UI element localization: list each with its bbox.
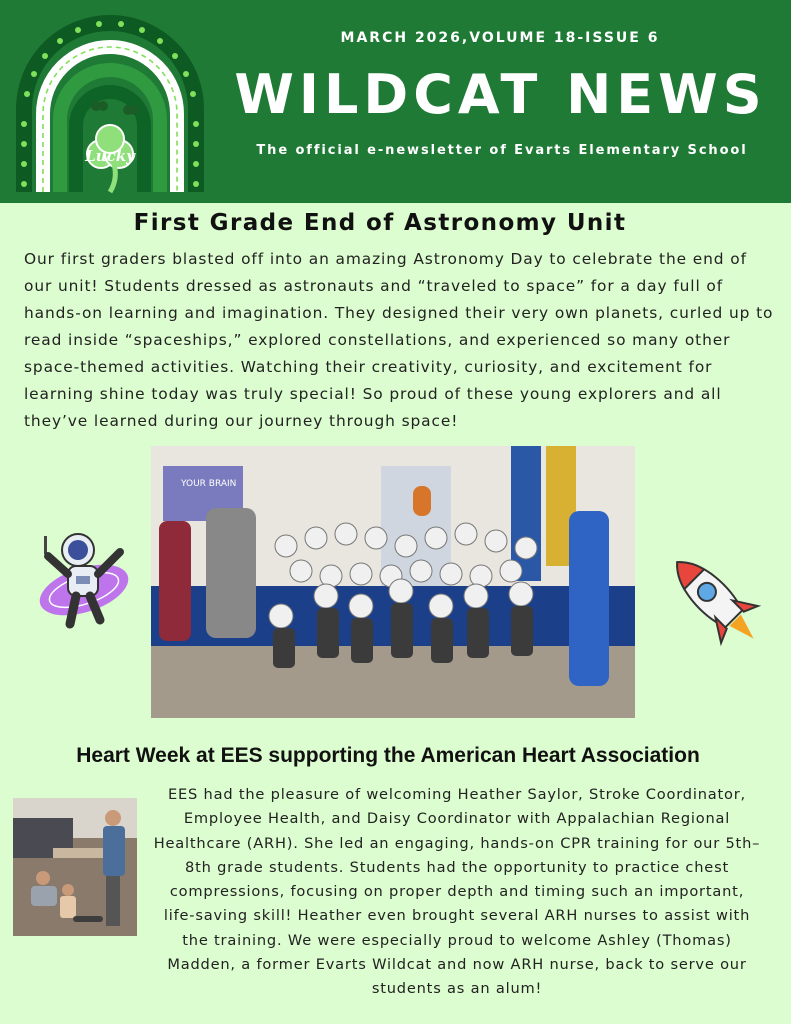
section-astronomy-heading: First Grade End of Astronomy Unit [133, 210, 627, 236]
lucky-badge-text: Lucky [85, 147, 135, 165]
rocket-icon [660, 543, 768, 655]
newsletter-tagline: The official e-newsletter of Evarts Elementary School [256, 143, 748, 158]
astronomy-class-photo [151, 446, 635, 718]
astronaut-icon [34, 528, 134, 636]
issue-line: MARCH 2026,VOLUME 18-ISSUE 6 [340, 30, 660, 46]
cpr-training-photo [13, 798, 137, 936]
header-banner [0, 0, 791, 203]
newsletter-title: WILDCAT NEWS [234, 63, 767, 126]
photo-poster-text: YOUR BRAIN [181, 479, 237, 489]
section-astronomy-paragraph: Our first graders blasted off into an amazing Astronomy Day to celebrate the end of our unit! Students dressed as astronauts and “traveled to space” for a day full of hands-on learning and imagination. They designed their very own planets, curled up to read inside “spaceships,” explored constellations, and experienced so many other space-themed activities. Watching their creativity, curiosity, and excitement for learning shine today was truly special! So proud of these young explorers and all they’ve learned during our journey through space! [24, 250, 774, 430]
section-heart-week-heading: Heart Week at EES supporting the American Heart Association [76, 744, 700, 767]
rainbow-shamrock-logo [10, 14, 210, 199]
section-heart-week-paragraph: EES had the pleasure of welcoming Heather Saylor, Stroke Coordinator, Employee Health, and Daisy Coordinator with Appalachian Regional Healthcare (ARH). She led an engaging, hands-on CPR training for our 5th–8th grade students. Students had the opportunity to practice chest compressions, focusing on proper depth and timing such an important, life-saving skill! Heather even brought several ARH nurses to assist with the training. We were especially proud to welcome Ashley (Thomas) Madden, a former Evarts Wildcat and now ARH nurse, back to serve our students as an alum! [153, 786, 761, 998]
